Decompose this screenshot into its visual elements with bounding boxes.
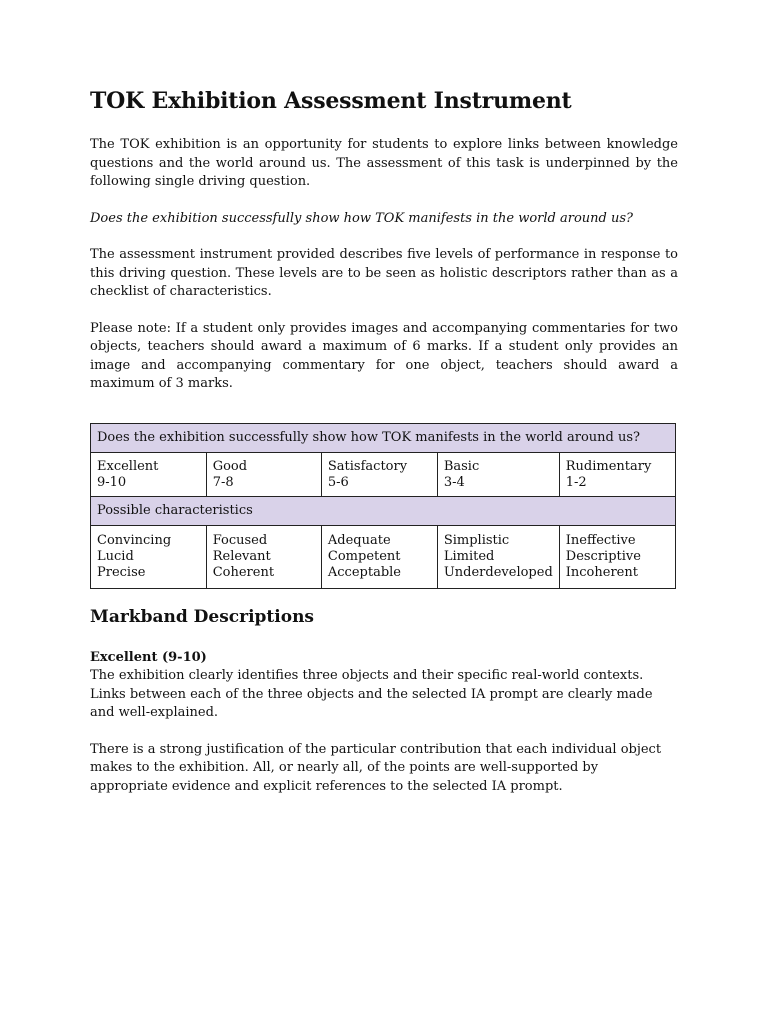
characteristic: Underdeveloped — [443, 564, 553, 580]
markband-heading: Markband Descriptions — [90, 606, 314, 627]
characteristic: Competent — [327, 548, 401, 564]
level-cell-satisfactory — [321, 452, 437, 496]
level-marks: 7-8 — [212, 474, 234, 490]
level-marks: 5-6 — [327, 474, 349, 490]
characteristics-cell-excellent — [91, 525, 207, 588]
characteristic: Convincing — [97, 532, 172, 548]
level-marks: 9-10 — [97, 474, 127, 490]
assessment-table — [90, 423, 676, 589]
characteristics-header: Possible characteristics — [91, 496, 676, 525]
characteristic: Coherent — [212, 564, 275, 580]
characteristics-cell-good — [206, 525, 321, 588]
level-name: Excellent — [97, 458, 159, 474]
characteristic: Adequate — [327, 532, 391, 548]
characteristic: Limited — [443, 548, 495, 564]
characteristics-header-row — [91, 496, 676, 525]
excellent-paragraph-2: There is a strong justification of the particular contribution that each individual object makes to the exhibition. All, or nearly all, of the points are well-supported by appropriate evidence and explicit references to the selected IA prompt. — [90, 741, 662, 794]
level-marks: 3-4 — [443, 474, 465, 490]
levels-row — [91, 452, 676, 496]
characteristic: Simplistic — [443, 532, 510, 548]
excellent-paragraph-1: The exhibition clearly identifies three objects and their specific real-world contexts. Links between each of the three objects and the selected IA prompt are clearly made and well-explained. — [90, 668, 653, 720]
characteristic: Relevant — [212, 548, 271, 564]
excellent-heading: Excellent (9-10) — [90, 649, 207, 665]
characteristic: Descriptive — [565, 548, 641, 564]
level-cell-rudimentary — [559, 452, 675, 496]
characteristic: Focused — [212, 532, 268, 548]
characteristics-cell-basic — [437, 525, 559, 588]
characteristics-cell-satisfactory — [321, 525, 437, 588]
characteristic: Ineffective — [565, 532, 636, 548]
characteristics-cell-rudimentary — [559, 525, 675, 588]
level-cell-good — [206, 452, 321, 496]
level-name: Rudimentary — [565, 458, 652, 474]
level-cell-basic — [437, 452, 559, 496]
characteristic: Precise — [97, 564, 146, 580]
level-cell-excellent — [91, 452, 207, 496]
characteristic: Lucid — [97, 548, 134, 564]
levels-paragraph: The assessment instrument provided describes five levels of performance in response to this driving question. These levels are to be seen as holistic descriptors rather than as a checklist of characteristics. — [90, 247, 678, 299]
characteristic: Acceptable — [327, 564, 402, 580]
driving-question: Does the exhibition successfully show how TOK manifests in the world around us? — [90, 210, 633, 226]
level-name: Basic — [443, 458, 480, 474]
table-header-row — [91, 423, 676, 452]
note-paragraph: Please note: If a student only provides images and accompanying commentaries for two objects, teachers should award a maximum of 6 marks. If a student only provides an image and accompanying commentary for one object, teachers should award a maximum of 3 marks. — [90, 320, 678, 391]
characteristic: Incoherent — [565, 564, 638, 580]
table-header: Does the exhibition successfully show how TOK manifests in the world around us? — [91, 423, 676, 452]
intro-paragraph: The TOK exhibition is an opportunity for students to explore links between knowledge questions and the world around us. The assessment of this task is underpinned by the following single driving question. — [90, 137, 678, 189]
page-title: TOK Exhibition Assessment Instrument — [90, 88, 572, 114]
level-name: Good — [212, 458, 248, 474]
level-marks: 1-2 — [565, 474, 587, 490]
characteristics-row — [91, 525, 676, 588]
level-name: Satisfactory — [327, 458, 408, 474]
document-content — [90, 88, 678, 814]
